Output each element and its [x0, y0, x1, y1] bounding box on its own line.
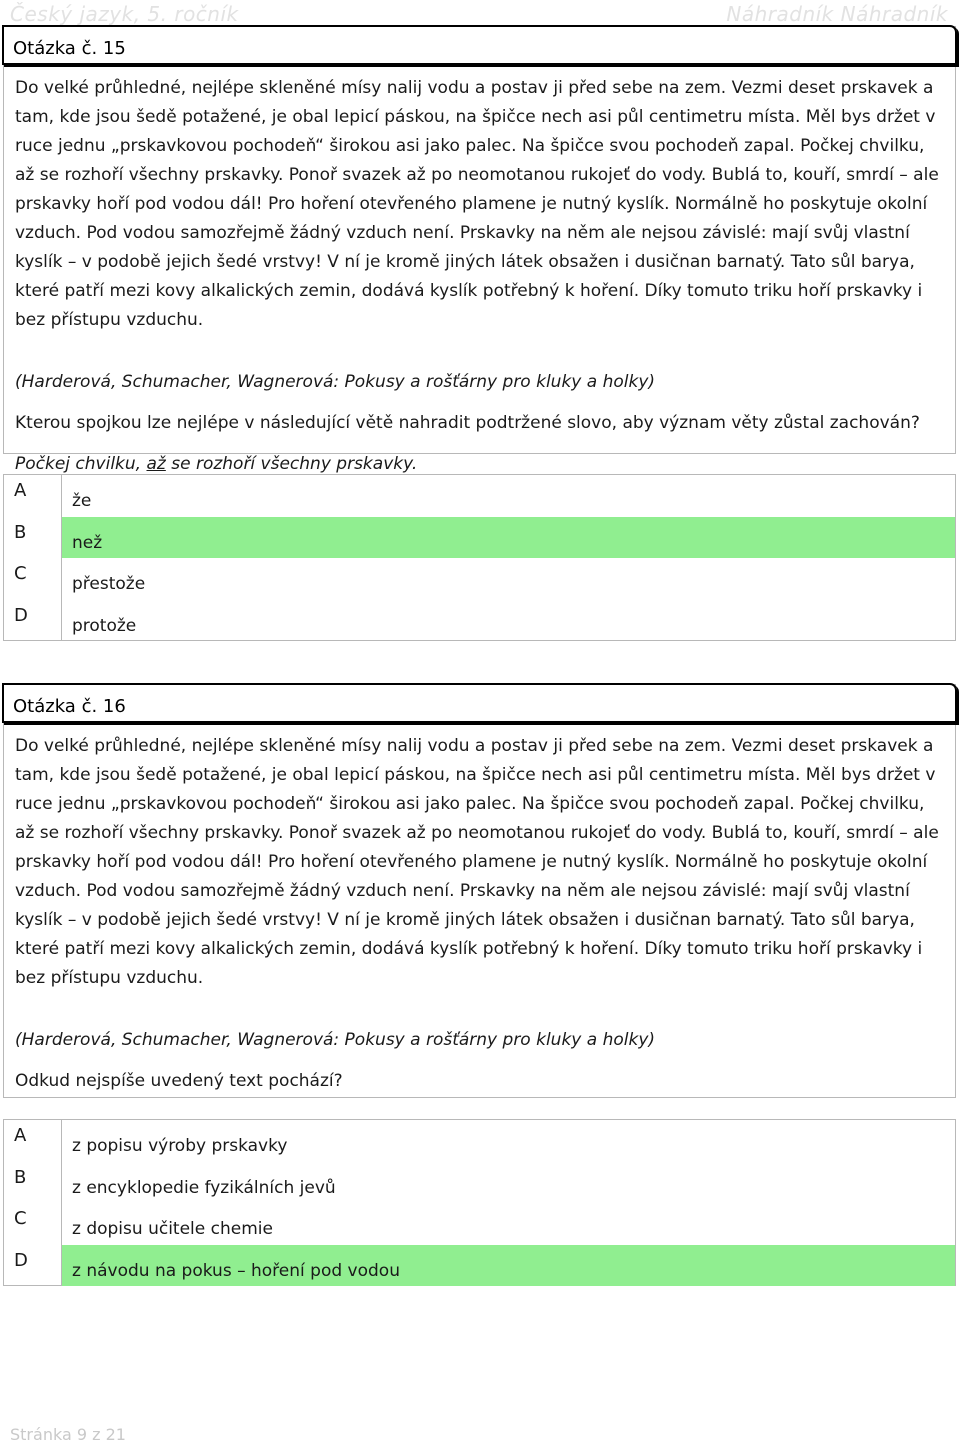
question-body [4, 732, 955, 1096]
option-text: z encyklopedie fyzikálních jevů [72, 1177, 336, 1198]
option-divider [61, 517, 62, 559]
option-text: z návodu na pokus – hoření pod vodou [72, 1260, 400, 1281]
option-text: protože [72, 615, 137, 636]
option-divider [61, 1120, 62, 1162]
question-title: Otázka č. 16 [2, 683, 957, 723]
option-b[interactable] [4, 517, 955, 559]
question-15 [3, 26, 956, 474]
question-prompt: Odkud nejspíše uvedený text pochází? [15, 1071, 343, 1091]
option-letter: C [14, 563, 27, 584]
option-d[interactable] [4, 1245, 955, 1287]
option-b[interactable] [4, 1162, 955, 1204]
option-c[interactable] [4, 1203, 955, 1245]
option-letter: C [14, 1208, 27, 1229]
option-divider [61, 1203, 62, 1245]
option-fill [61, 558, 955, 600]
question-title: Otázka č. 15 [2, 25, 957, 65]
option-divider [61, 475, 62, 517]
passage-text: Do velké průhledné, nejlépe skleněné mísy nalij vodu a postav ji před sebe na zem. Vezmi deset prskavek a tam, kde jsou šedě potažené, je obal lepicí páskou, na špičce nech asi půl centimetru místa. Měl bys držet v ruce jednu „prskavkovou pochodeň“ širokou asi jako palec. Na špičce svou pochodeň zapal. Počkej chvilku, až se rozhoří všechny prskavky. Ponoř svazek až po neomotanou rukojeť do vody. Bublá to, kouří, smrdí – ale prskavky hoří pod vodou dál! Pro hoření otevřeného plamene je nutný kyslík. Normálně ho poskytuje okolní vzduch. Pod vodou samozřejmě žádný vzduch není. Prskavky na něm ale nejsou závislé: mají svůj vlastní kyslík – v podobě jejich šedé vrstvy! V ní je kromě jiných látek obsažen i dusičnan barnatý. Tato sůl barya, které patří mezi kovy alkalických zemin, dodává kyslík potřebný k hoření. Díky tomuto triku hoří prskavky i bez přístupu vzduchu. [15, 78, 939, 330]
option-letter: B [14, 1166, 27, 1188]
option-a[interactable] [4, 1120, 955, 1162]
option-text: z popisu výroby prskavky [72, 1136, 288, 1156]
passage-text: Do velké průhledné, nejlépe skleněné mísy nalij vodu a postav ji před sebe na zem. Vezmi deset prskavek a tam, kde jsou šedě potažené, je obal lepicí páskou, na špičce nech asi půl centimetru místa. Měl bys držet v ruce jednu „prskavkovou pochodeň“ širokou asi jako palec. Na špičce svou pochodeň zapal. Počkej chvilku, až se rozhoří všechny prskavky. Ponoř svazek až po neomotanou rukojeť do vody. Bublá to, kouří, smrdí – ale prskavky hoří pod vodou dál! Pro hoření otevřeného plamene je nutný kyslík. Normálně ho poskytuje okolní vzduch. Pod vodou samozřejmě žádný vzduch není. Prskavky na něm ale nejsou závislé: mají svůj vlastní kyslík – v podobě jejich šedé vrstvy! V ní je kromě jiných látek obsažen i dusičnan barnatý. Tato sůl barya, které patří mezi kovy alkalických zemin, dodává kyslík potřebný k hoření. Díky tomuto triku hoří prskavky i bez přístupu vzduchu. [15, 736, 939, 988]
header-subject: Český jazyk, 5. ročník [10, 2, 239, 26]
underlined-word: až [146, 454, 166, 474]
option-letter: B [14, 521, 27, 543]
sentence-after: se rozhoří všechny prskavky. [165, 454, 418, 474]
question-body [4, 74, 955, 479]
option-letter: D [14, 604, 28, 626]
option-divider [61, 558, 62, 600]
option-divider [61, 600, 62, 642]
option-fill-correct [61, 517, 955, 559]
question-16 [3, 684, 956, 1098]
question-prompt: Kterou spojkou lze nejlépe v následující větě nahradit podtržené slovo, aby význam věty zůstal zachován? [15, 413, 920, 433]
sentence-before: Počkej chvilku, [15, 454, 147, 474]
option-divider [61, 1245, 62, 1287]
option-letter: D [14, 1249, 28, 1271]
option-text: než [72, 532, 103, 553]
option-d[interactable] [4, 600, 955, 642]
option-text: přestože [72, 574, 146, 594]
option-letter: A [14, 1125, 27, 1146]
option-a[interactable] [4, 475, 955, 517]
header-name: Náhradník Náhradník [726, 2, 948, 26]
option-divider [61, 1162, 62, 1204]
option-text: že [72, 491, 92, 511]
option-fill [61, 475, 955, 517]
source-citation: (Harderová, Schumacher, Wagnerová: Pokusy a rošťárny pro kluky a holky) [15, 372, 656, 392]
page-number: Stránka 9 z 21 [10, 1425, 126, 1444]
source-citation: (Harderová, Schumacher, Wagnerová: Pokusy a rošťárny pro kluky a holky) [15, 1030, 656, 1050]
option-c[interactable] [4, 558, 955, 600]
answer-options-16 [3, 1119, 956, 1286]
page-header [0, 0, 960, 26]
option-fill [61, 600, 955, 642]
answer-options-15 [3, 474, 956, 641]
option-text: z dopisu učitele chemie [72, 1219, 273, 1239]
option-letter: A [14, 480, 27, 501]
